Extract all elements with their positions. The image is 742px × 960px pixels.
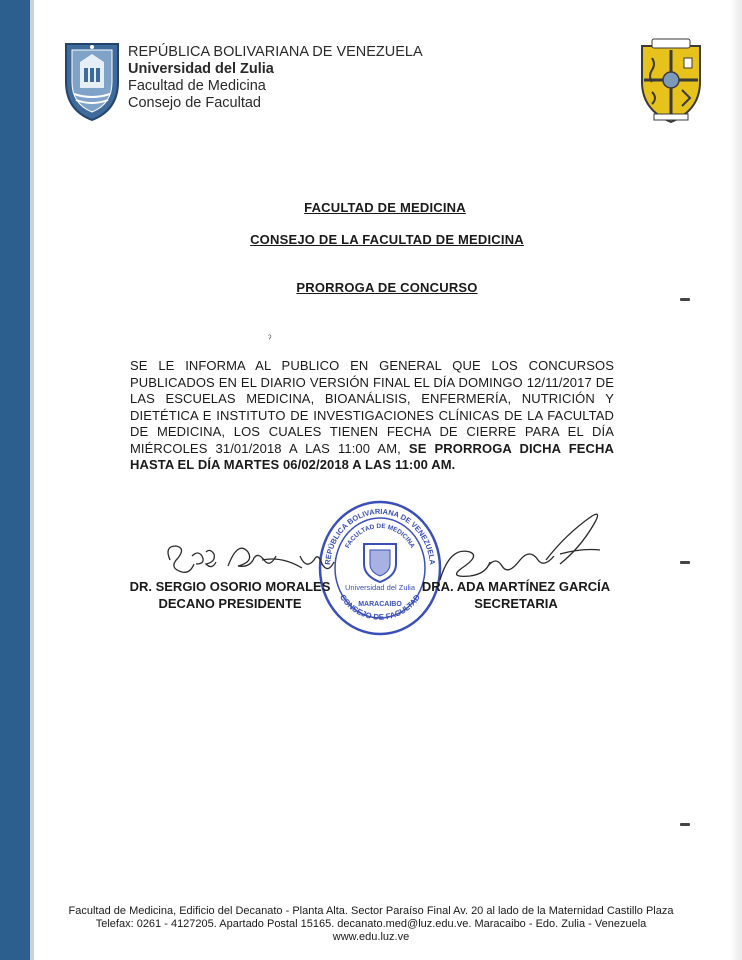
- scan-edge-shade: [30, 0, 34, 960]
- footer-address: Facultad de Medicina, Edificio del Decanato - Planta Alta. Sector Paraíso Final Av. 20 al lado de la Maternidad Castillo Plaza: [68, 905, 674, 917]
- luz-logo: [62, 38, 122, 122]
- dean-title: DECANO PRESIDENTE: [158, 596, 302, 611]
- council-line: Consejo de Facultad: [128, 95, 261, 111]
- notice-body: [130, 358, 614, 474]
- secretary-name: DRA. ADA MARTÍNEZ GARCÍA: [421, 579, 611, 594]
- faculty-line: Facultad de Medicina: [128, 78, 266, 94]
- stamp-top-text: REPÚBLICA BOLIVARIANA DE VENEZUELA: [323, 506, 437, 566]
- scan-speck: ˀ: [268, 334, 272, 345]
- notice-extension-text: SE PRORROGA DICHA FECHA HASTA EL DÍA MARTES 06/02/2018 A LAS 11:00 AM.: [130, 440, 615, 472]
- scan-mark: [680, 298, 690, 301]
- stamp-inner-text: FACULTAD DE MEDICINA: [344, 522, 416, 550]
- scan-mark: [680, 823, 690, 826]
- secretary-title: SECRETARIA: [474, 596, 558, 611]
- footer-website: www.edu.luz.ve: [332, 931, 410, 943]
- scan-right-edge: [730, 0, 742, 960]
- faculty-council-stamp: [316, 498, 444, 638]
- notice-text: SE LE INFORMA AL PUBLICO EN GENERAL QUE LOS CONCURSOS PUBLICADOS EN EL DIARIO VERSIÓN FINAL EL DÍA DOMINGO 12/11/2017 DE LAS ESCUELAS MEDICINA, BIOANÁLISIS, ENFERMERÍA, NUTRICIÓN Y DIETÉTICA E INSTITUTO DE INVESTIGACIONES CLÍNICAS DE LA FACULTAD DE MEDICINA, LOS CUALES TIENEN FECHA DE CIERRE PARA EL DÍA MIÉRCOLES 31/01/2018 A LAS 11:00 AM,: [130, 358, 614, 456]
- scan-mark: [680, 561, 690, 564]
- stamp-city-text: MARACAIBO: [358, 601, 402, 608]
- university-line: Universidad del Zulia: [128, 61, 274, 77]
- republic-line: REPÚBLICA BOLIVARIANA DE VENEZUELA: [128, 44, 423, 60]
- stamp-ring-bottom: CONSEJO DE FACULTAD: [337, 592, 423, 622]
- scan-edge-bar: [0, 0, 30, 960]
- faculty-medicine-logo: [638, 36, 704, 124]
- footer: [40, 905, 702, 944]
- title-extension: PRORROGA DE CONCURSO: [296, 280, 478, 295]
- dean-name: DR. SERGIO OSORIO MORALES: [129, 579, 331, 594]
- secretary-signature: [440, 514, 600, 580]
- dean-signature: [168, 546, 334, 572]
- dean-block: [110, 578, 350, 612]
- secretary-block: [396, 578, 636, 612]
- stamp-center-text: Universidad del Zulia: [344, 583, 416, 592]
- footer-contact: Telefax: 0261 - 4127205. Apartado Postal 15165. decanato.med@luz.edu.ve. Maracaibo - Edo. Zulia - Venezuela: [95, 918, 647, 930]
- title-faculty: FACULTAD DE MEDICINA: [304, 200, 466, 215]
- title-council: CONSEJO DE LA FACULTAD DE MEDICINA: [250, 232, 524, 247]
- letterhead: [128, 44, 423, 112]
